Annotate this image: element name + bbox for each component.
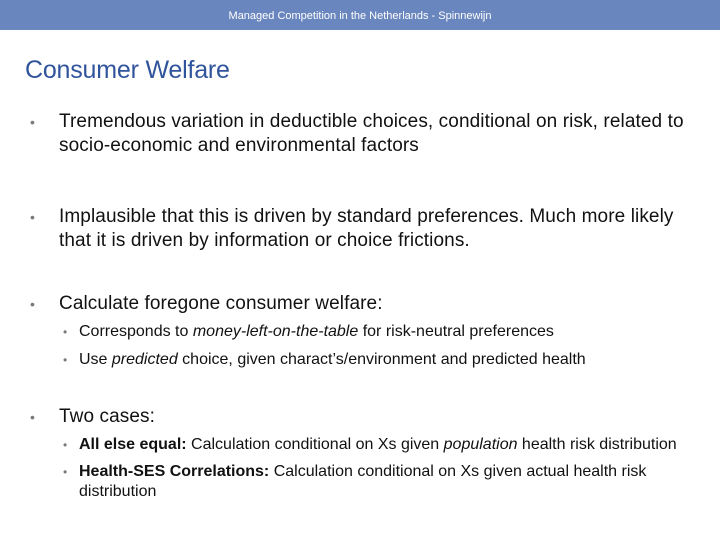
slide-title: Consumer Welfare [25,56,230,84]
header-title: Managed Competition in the Netherlands - Spinnewijn [228,10,492,22]
bullet-dot-icon: • [30,296,36,312]
bullet-text: Tremendous variation in deductible choices, conditional on risk, related to socio-economic and environmental factors [59,111,684,156]
sub-bullet-text-before: Calculation conditional on Xs given [186,436,444,453]
bullet-text: Implausible that this is driven by standard preferences. Much more likely that it is driven by information or choice frictions. [59,206,674,251]
sub-bullet-dot-icon: • [63,325,68,339]
sub-bullet-text-before: Use [79,351,112,368]
sub-bullet-text-italic: population [443,436,518,453]
sub-bullet-all-else-equal [30,435,700,455]
sub-bullet-text: Calculation conditional on Xs given actual health risk distribution [79,463,647,500]
bullet-variation [30,110,700,158]
sub-bullet-text-after: health risk distribution [517,436,677,453]
sub-bullet-text-italic: predicted [111,351,178,368]
sub-bullet-corresponds [30,322,700,342]
sub-bullet-text-after: choice, given charact’s/environment and predicted health [177,351,586,368]
sub-bullet-predicted [30,350,700,370]
bullet-calculate [30,292,700,316]
sub-bullet-text-bold: Health-SES Correlations: [79,463,270,480]
sub-bullet-health-ses [30,462,700,502]
bullet-implausible [30,205,700,253]
bullet-dot-icon: • [30,209,36,225]
bullet-list [30,100,700,502]
sub-bullet-text-after: for risk-neutral preferences [358,323,554,340]
sub-bullet-text-before: Corresponds to [79,323,193,340]
sub-bullet-dot-icon: • [63,465,68,479]
bullet-dot-icon: • [30,114,36,130]
sub-bullet-text-bold: All else equal: [79,436,187,453]
sub-bullet-dot-icon: • [63,438,68,452]
bullet-dot-icon: • [30,409,36,425]
bullet-text: Calculate foregone consumer welfare: [59,293,383,314]
bullet-text: Two cases: [59,406,156,427]
bullet-two-cases [30,405,700,429]
sub-bullet-text-italic: money-left-on-the-table [192,323,359,340]
sub-bullet-dot-icon: • [63,353,68,367]
